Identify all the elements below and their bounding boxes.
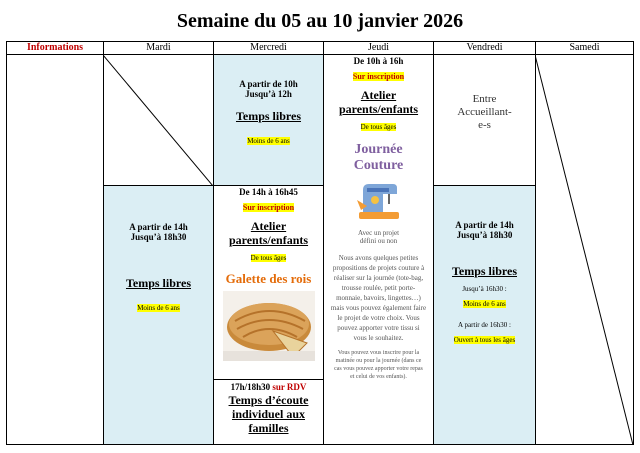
jeudi-ages: De tous âges [360, 123, 397, 131]
mercredi-pm-cell [214, 186, 324, 380]
jeudi-projet1: Avec un projet [357, 229, 400, 237]
vendredi-am-text: Entre Accueillant-e-s [457, 93, 512, 131]
diagonal-line [103, 55, 213, 186]
mercredi-eve-time: 17h/18h30 [230, 382, 273, 392]
mercredi-pm-inscription: Sur inscription [242, 203, 295, 212]
vendredi-pm-cell [434, 186, 536, 445]
mercredi-am-line2: Jusqu’à 12h [245, 89, 292, 99]
header-informations: Informations [6, 41, 104, 55]
mercredi-pm-ages: De tous âges [250, 254, 287, 262]
jeudi-time: De 10h à 16h [353, 56, 404, 66]
mardi-pm-activity: Temps libres [125, 276, 191, 290]
vendredi-pm-line2: Jusqu’à 18h30 [456, 230, 513, 240]
page-title: Semaine du 05 au 10 janvier 2026 [176, 10, 464, 32]
mardi-pm-note: Moins de 6 ans [137, 304, 180, 312]
sewing-machine-icon [355, 178, 403, 222]
jeudi-activity: Atelier parents/enfants [338, 88, 419, 116]
mercredi-am-activity: Temps libres [235, 109, 301, 123]
vendredi-pm-line1: A partir de 14h [455, 220, 514, 230]
mercredi-eve-cell [214, 380, 324, 445]
mardi-pm-line2: Jusqu’à 18h30 [130, 232, 187, 242]
mercredi-pm-activity: Atelier parents/enfants [228, 219, 309, 247]
mardi-am-empty [104, 55, 214, 186]
mercredi-am-note: Moins de 6 ans [247, 137, 290, 145]
mercredi-pm-time: De 14h à 16h45 [239, 187, 298, 197]
vendredi-pm-note2: Ouvert à tous les âges [453, 336, 516, 344]
jeudi-cell [324, 55, 434, 445]
jeudi-description: Nous avons quelques petites propositions de projets couture à réaliser sur la journée (tote-bag, trousse roulée, petit porte-monnaie, bavoirs, lingettes…) mais vous pouvez également faire le projet de votre choix. Vous pouvez apporter votre tissu si vous le souhaitez. [330, 254, 427, 342]
vendredi-pm-sub2: A partir de 16h30 : [458, 321, 511, 329]
galette-image [223, 291, 315, 361]
informations-column [6, 55, 104, 445]
jeudi-description2: Vous pouvez vous inscrire pour la matinée ou pour la journée (dans ce cas vous pouvez apporter votre repas et celui de vos enfants). [334, 350, 423, 380]
mardi-pm-line1: A partir de 14h [129, 222, 188, 232]
header-mercredi: Mercredi [214, 41, 324, 55]
diagonal-line [535, 55, 633, 445]
jeudi-inscription: Sur inscription [352, 72, 405, 81]
vendredi-pm-sub1: Jusqu’à 16h30 : [462, 285, 507, 293]
header-jeudi: Jeudi [324, 41, 434, 55]
mercredi-am-line1: A partir de 10h [239, 79, 298, 89]
header-vendredi: Vendredi [434, 41, 536, 55]
header-samedi: Samedi [536, 41, 634, 55]
samedi-empty [536, 55, 634, 445]
vendredi-pm-note1: Moins de 6 ans [463, 300, 506, 308]
vendredi-pm-activity: Temps libres [451, 264, 517, 278]
mercredi-eve-rdv: sur RDV [272, 382, 307, 392]
header-mardi: Mardi [104, 41, 214, 55]
galette-title: Galette des rois [225, 271, 312, 286]
vendredi-am-cell [434, 55, 536, 186]
mercredi-am-cell [214, 55, 324, 186]
journee-couture: Journée Couture [353, 142, 404, 173]
mardi-pm-cell [104, 186, 214, 445]
jeudi-projet2: défini ou non [359, 237, 398, 245]
mercredi-eve-activity: Temps d’écoute individuel aux familles [228, 393, 309, 435]
